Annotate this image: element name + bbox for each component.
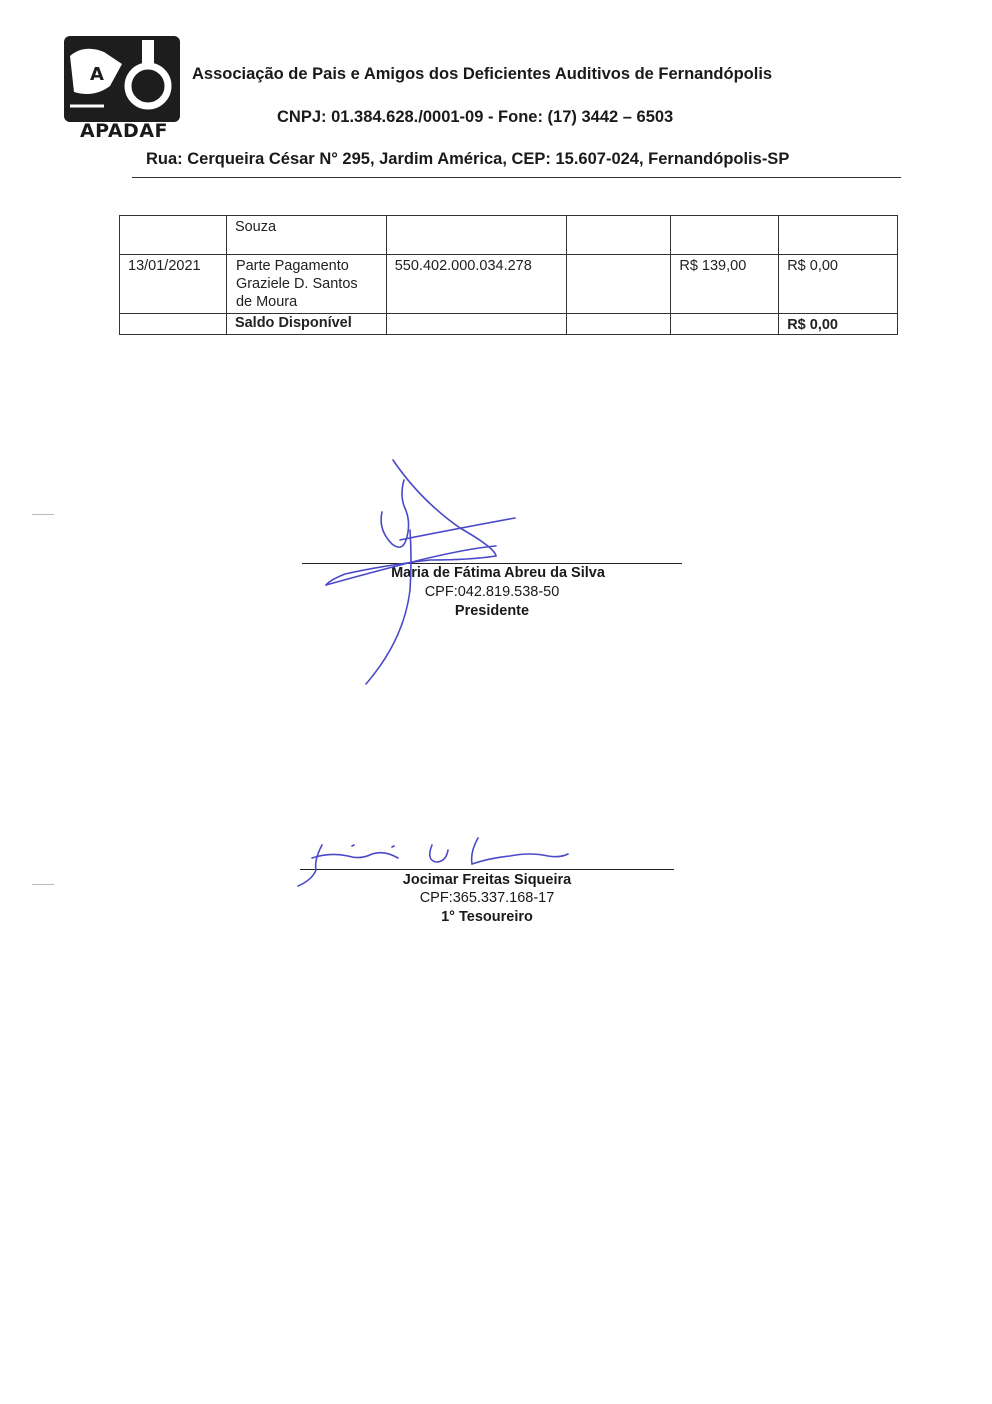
treasurer-name: Jocimar Freitas Siqueira: [402, 872, 572, 888]
org-cnpj-phone: CNPJ: 01.384.628./0001-09 - Fone: (17) 3442 – 6503: [277, 108, 674, 126]
treasurer-role: 1° Tesoureiro: [441, 909, 533, 925]
signature-line-treasurer: [300, 869, 674, 870]
table-row: [120, 216, 898, 255]
table-row: [120, 255, 898, 314]
date-cell: 13/01/2021: [120, 255, 227, 314]
org-name: Associação de Pais e Amigos dos Deficientes Auditivos de Fernandópolis: [192, 65, 773, 83]
header-divider: [132, 177, 901, 178]
credit-cell: [566, 216, 671, 255]
credit-cell: [566, 255, 671, 314]
balance-cell: R$ 0,00: [779, 255, 898, 314]
president-name: Maria de Fátima Abreu da Silva: [391, 565, 605, 581]
debit-cell: R$ 139,00: [671, 255, 779, 314]
description-line: Souza: [234, 219, 277, 235]
org-address: Rua: Cerqueira César N° 295, Jardim América, CEP: 15.607-024, Fernandópolis-SP: [146, 150, 790, 168]
document-cell: 550.402.000.034.278: [386, 255, 566, 314]
apadaf-logo: [64, 36, 182, 140]
empty-cell: [386, 314, 566, 335]
president-role: Presidente: [454, 603, 530, 619]
balance-cell: [779, 216, 898, 255]
description-line: Graziele D. Santos: [235, 276, 358, 292]
scan-mark: [32, 514, 54, 515]
total-row: [120, 314, 898, 335]
description-cell: [226, 255, 386, 314]
empty-cell: [120, 314, 227, 335]
scan-mark: [32, 884, 54, 885]
description-line: de Moura: [235, 294, 298, 310]
date-cell: [120, 216, 227, 255]
debit-cell: [671, 216, 779, 255]
total-label: Saldo Disponível: [226, 314, 386, 335]
ear-emblem-icon: [64, 36, 180, 122]
document-cell: [386, 216, 566, 255]
signature-line-president: [302, 563, 682, 564]
logo-wordmark: APADAF: [79, 120, 169, 142]
description-line: Parte Pagamento: [235, 258, 349, 274]
empty-cell: [671, 314, 779, 335]
treasurer-cpf: CPF:365.337.168-17: [419, 890, 555, 906]
empty-cell: [566, 314, 671, 335]
total-value: R$ 0,00: [779, 314, 898, 335]
president-cpf: CPF:042.819.538-50: [424, 584, 560, 600]
logo-emblem: [64, 36, 180, 122]
ledger-table: [119, 215, 898, 335]
description-cell: [226, 216, 386, 255]
svg-text:A: A: [90, 64, 104, 85]
